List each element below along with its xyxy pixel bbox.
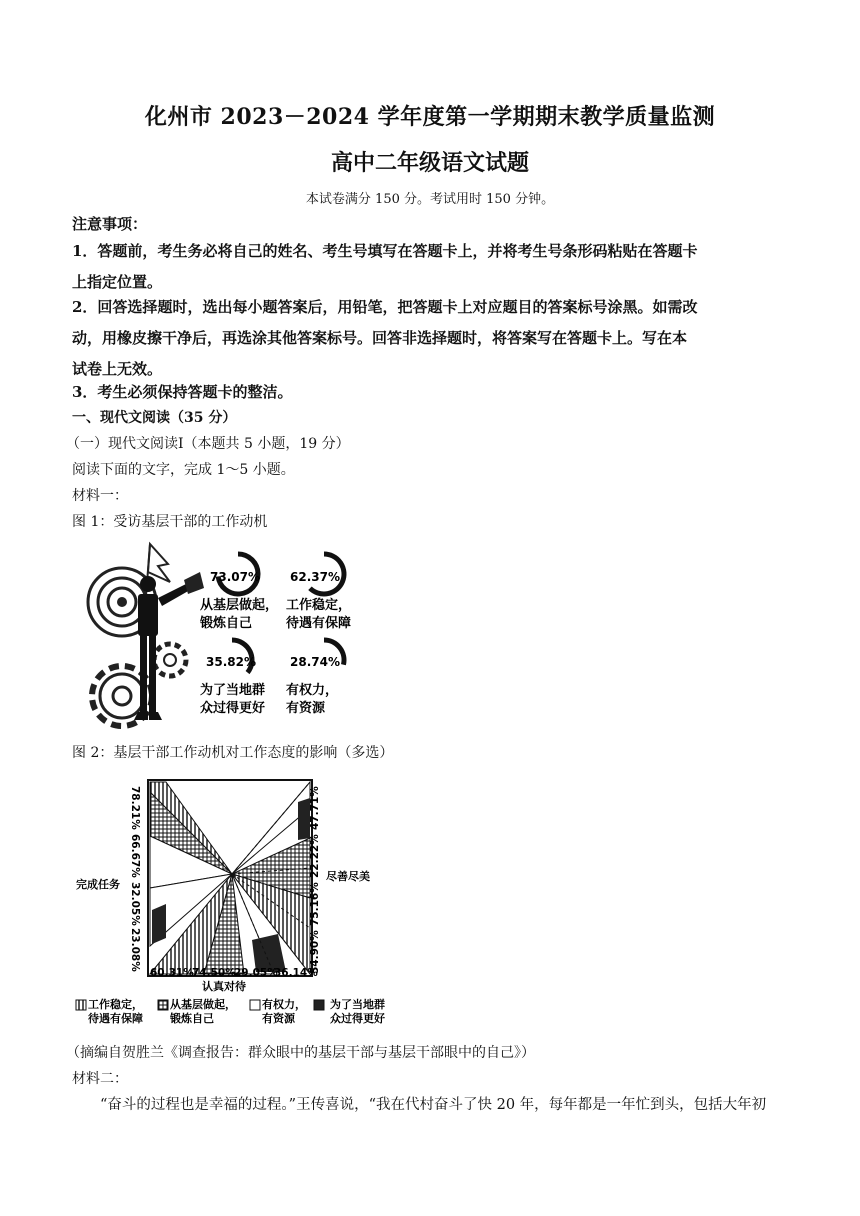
- stat-value-2: 62.37%: [290, 570, 340, 584]
- stat-label-3a: 为了当地群: [200, 683, 266, 698]
- notes-item-3: 3．考生必须保持答题卡的整洁。: [72, 383, 293, 401]
- right-values: [309, 786, 321, 974]
- target-center: [117, 597, 127, 607]
- notes-item-2-line-1: 2．回答选择题时，选出每小题答案后，用铅笔，把答题卡上对应题目的答案标号涂黑。如需改: [72, 298, 698, 316]
- exam-info: 本试卷满分 150 分。考试用时 150 分钟。: [305, 192, 555, 207]
- legend-item-4b: 众过得更好: [330, 1012, 385, 1025]
- right-value-4: 54.90%: [309, 930, 321, 974]
- exam-subtitle: 高中二年级语文试题: [330, 150, 529, 176]
- legend-item-4a: 为了当地群: [330, 998, 385, 1011]
- notes-item-2-line-3: 试卷上无效。: [72, 360, 163, 378]
- legend-item-2a: 从基层做起，: [170, 998, 236, 1011]
- notes-item-2-line-2: 动，用橡皮擦干净后，再选涂其他答案标号。回答非选择题时，将答案写在答题卡上。写在本: [72, 329, 688, 347]
- figure-1-infographic: [78, 536, 378, 732]
- stat-value-3: 35.82%: [206, 655, 256, 669]
- figure-2-diagram: [74, 768, 414, 1036]
- stat-label-4b: 有资源: [286, 701, 326, 716]
- legend-item-3a: 有权力，: [262, 998, 306, 1011]
- stat-label-1b: 锻炼自己: [200, 616, 253, 631]
- legend: [76, 997, 385, 1025]
- right-value-3: 75.16%: [309, 882, 321, 926]
- left-value-1: 78.21%: [129, 786, 141, 830]
- notes-heading: 注意事项：: [72, 215, 148, 233]
- legend-item-1a: 工作稳定，: [88, 998, 143, 1011]
- section-instruction: 阅读下面的文字，完成 1～5 小题。: [72, 462, 295, 478]
- material-2-paragraph: “奋斗的过程也是幸福的过程。”王传喜说，“我在代村奋斗了快 20 年，每年都是一年忙到头，包括大年初: [100, 1097, 767, 1113]
- left-values: [129, 786, 141, 972]
- right-axis-label: 尽善尽美: [326, 870, 370, 883]
- notes-item-1-line-2: 上指定位置。: [72, 273, 163, 291]
- stat-label-2b: 待遇有保障: [286, 616, 352, 631]
- legend-swatch-3: [250, 1000, 260, 1010]
- legend-swatch-2: [158, 1000, 168, 1010]
- stat-value-1: 73.07%: [210, 570, 260, 584]
- legend-swatch-4: [314, 1000, 324, 1010]
- right-value-2: 22.22%: [309, 834, 321, 878]
- legend-swatch-1: [76, 1000, 86, 1010]
- left-value-3: 32.05%: [129, 882, 141, 926]
- material-1-label: 材料一：: [72, 488, 128, 504]
- bottom-axis-label: 认真对待: [202, 980, 246, 993]
- stat-label-4a: 有权力，: [286, 683, 339, 698]
- bottom-value-1: 60.31%: [150, 967, 194, 979]
- left-axis-label: 完成任务: [76, 878, 120, 891]
- gear-small-icon: [154, 644, 186, 676]
- source-citation: （摘编自贺胜兰《调查报告：群众眼中的基层干部与基层干部眼中的自己》）: [66, 1045, 535, 1061]
- figure-2-caption: 图 2：基层干部工作动机对工作态度的影响（多选）: [72, 745, 394, 761]
- legend-item-1b: 待遇有保障: [88, 1012, 143, 1025]
- notes-item-1: [72, 236, 792, 298]
- bottom-values: [150, 967, 318, 979]
- notes-item-2: [72, 292, 792, 385]
- right-value-1: 47.71%: [309, 786, 321, 830]
- bottom-value-4: 36.14%: [274, 967, 318, 979]
- left-value-4: 23.08%: [129, 928, 141, 972]
- legend-item-3b: 有资源: [262, 1012, 295, 1025]
- section-title: 一、现代文阅读（35 分）: [72, 410, 237, 426]
- stat-label-3b: 众过得更好: [200, 701, 266, 716]
- stat-label-2a: 工作稳定，: [286, 598, 352, 613]
- bottom-value-3: 29.05%: [234, 967, 278, 979]
- section-subtitle: （一）现代文阅读Ⅰ（本题共 5 小题，19 分）: [66, 436, 350, 452]
- flag-icon: [148, 544, 170, 582]
- notes-item-1-line-1: 1．答题前，考生务必将自己的姓名、考生号填写在答题卡上，并将考生号条形码粘贴在答题卡: [72, 242, 698, 260]
- bottom-value-2: 74.50%: [192, 967, 236, 979]
- stat-label-1a: 从基层做起，: [200, 598, 279, 613]
- stat-value-4: 28.74%: [290, 655, 340, 669]
- legend-item-2b: 锻炼自己: [170, 1012, 214, 1025]
- material-2-label: 材料二：: [72, 1071, 128, 1087]
- left-value-2: 66.67%: [129, 834, 141, 878]
- figure-1-caption: 图 1：受访基层干部的工作动机: [72, 514, 268, 530]
- exam-title: 化州市 2023－2024 学年度第一学期期末教学质量监测: [144, 104, 716, 130]
